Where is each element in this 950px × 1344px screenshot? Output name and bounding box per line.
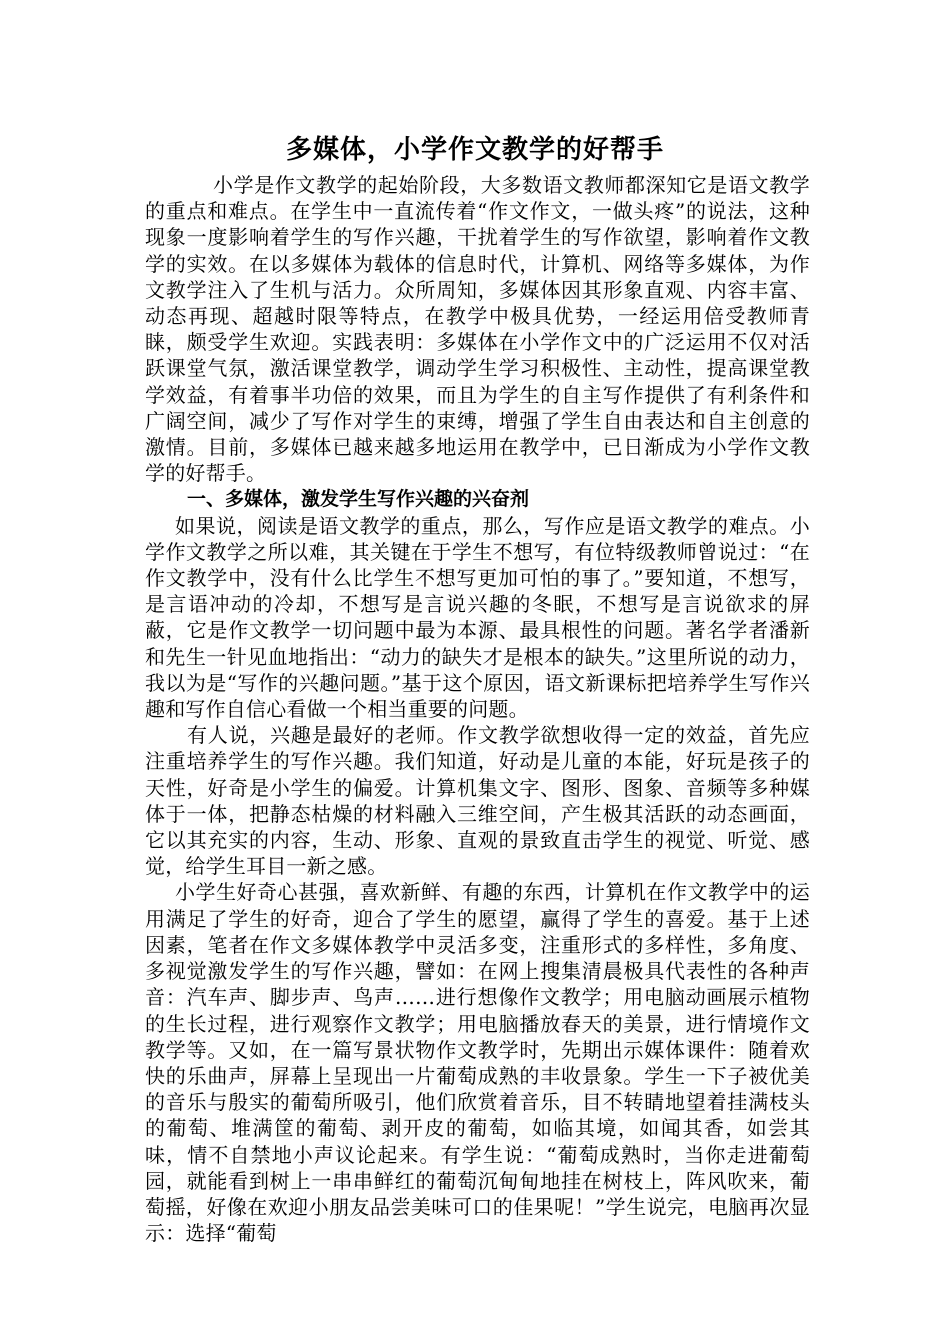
document-body xyxy=(145,172,810,1246)
section-heading: 一、多媒体，激发学生写作兴趣的兴奋剂 xyxy=(187,488,530,511)
body-paragraph: 小学生好奇心甚强，喜欢新鲜、有趣的东西，计算机在作文教学中的运用满足了学生的好奇，迎合了学生的愿望，赢得了学生的喜爱。基于上述因素，笔者在作文多媒体教学中灵活多变，注重形式的多样性，多角度、多视觉激发学生的写作兴趣，譬如：在网上搜集清晨极具代表性的各种声音：汽车声、脚步声、鸟声……进行想像作文教学；用电脑动画展示植物的生长过程，进行观察作文教学；用电脑播放春天的美景，进行情境作文教学等。又如，在一篇写景状物作文教学时，先期出示媒体课件：随着欢快的乐曲声，屏幕上呈现出一片葡萄成熟的丰收景象。学生一下子被优美的音乐与殷实的葡萄所吸引，他们欣赏着音乐，目不转睛地望着挂满枝头的葡萄、堆满筐的葡萄、剥开皮的葡萄，如临其境，如闻其香，如尝其味，情不自禁地小声议论起来。有学生说：“葡萄成熟时，当你走进葡萄园，就能看到树上一串串鲜红的葡萄沉甸甸地挂在树枝上，阵风吹来，葡萄摇，好像在欢迎小朋友品尝美味可口的佳果呢！”学生说完，电脑再次显示：选择“葡萄 xyxy=(145,880,810,1246)
body-paragraph: 如果说，阅读是语文教学的重点，那么，写作应是语文教学的难点。小学作文教学之所以难，其关键在于学生不想写，有位特级教师曾说过：“在作文教学中，没有什么比学生不想写更加可怕的事了。”要知道，不想写，是言语冲动的冷却，不想写是言说兴趣的冬眠，不想写是言说欲求的屏蔽，它是作文教学一切问题中最为本源、最具根性的问题。著名学者潘新和先生一针见血地指出：“动力的缺失才是根本的缺失。”这里所说的动力，我以为是“写作的兴趣问题。”基于这个原因，语文新课标把培养学生写作兴趣和写作自信心看做一个相当重要的问题。 xyxy=(145,513,810,722)
document-title: 多媒体，小学作文教学的好帮手 xyxy=(285,135,664,165)
body-paragraph: 有人说，兴趣是最好的老师。作文教学欲想收得一定的效益，首先应注重培养学生的写作兴趣。我们知道，好动是儿童的本能，好玩是孩子的天性，好奇是小学生的偏爱。计算机集文字、图形、图象、音频等多种媒体于一体，把静态枯燥的材料融入三维空间，产生极其活跃的动态画面，它以其充实的内容，生动、形象、直观的景致直击学生的视觉、听觉、感觉，给学生耳目一新之感。 xyxy=(145,723,810,879)
intro-paragraph: 小学是作文教学的起始阶段，大多数语文教师都深知它是语文教学的重点和难点。在学生中一直流传着“作文作文，一做头疼”的说法，这种现象一度影响着学生的写作兴趣，干扰着学生的写作欲望，影响着作文教学的实效。在以多媒体为载体的信息时代，计算机、网络等多媒体，为作文教学注入了生机与活力。众所周知，多媒体因其形象直观、内容丰富、动态再现、超越时限等特点，在教学中极具优势，一经运用倍受教师青睐，颇受学生欢迎。实践表明：多媒体在小学作文中的广泛运用不仅对活跃课堂气氛，激活课堂教学，调动学生学习积极性、主动性，提高课堂教学效益，有着事半功倍的效果，而且为学生的自主写作提供了有利条件和广阔空间，减少了写作对学生的束缚，增强了学生自由表达和自主创意的激情。目前，多媒体已越来越多地运用在教学中，已日渐成为小学作文教学的好帮手。 xyxy=(145,173,810,486)
